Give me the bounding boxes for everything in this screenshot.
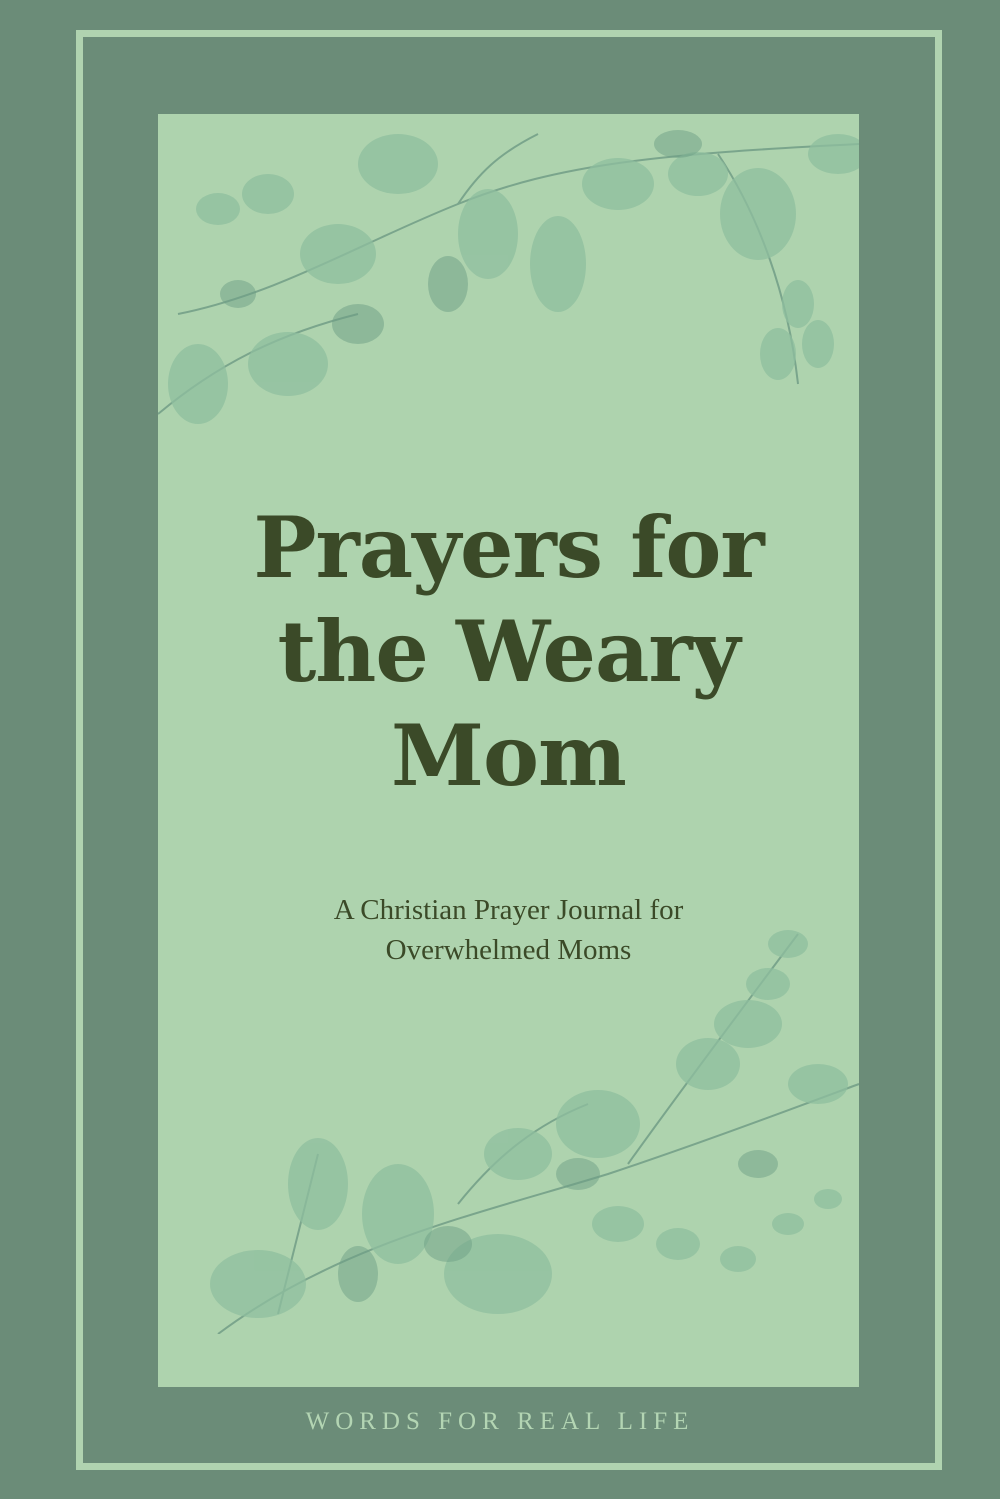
title-line: Prayers for (253, 498, 764, 597)
publisher-imprint: WORDS FOR REAL LIFE (305, 1408, 695, 1435)
title-line: Mom (391, 706, 626, 805)
eucalyptus-bottom-icon (158, 914, 859, 1334)
title-line: the Weary (277, 602, 740, 701)
book-subtitle (158, 890, 859, 970)
book-title (158, 496, 859, 808)
cover-panel (158, 114, 859, 1387)
subtitle-line: A Christian Prayer Journal for (333, 894, 684, 926)
subtitle-line: Overwhelmed Moms (385, 934, 632, 966)
eucalyptus-top-icon (158, 114, 859, 454)
